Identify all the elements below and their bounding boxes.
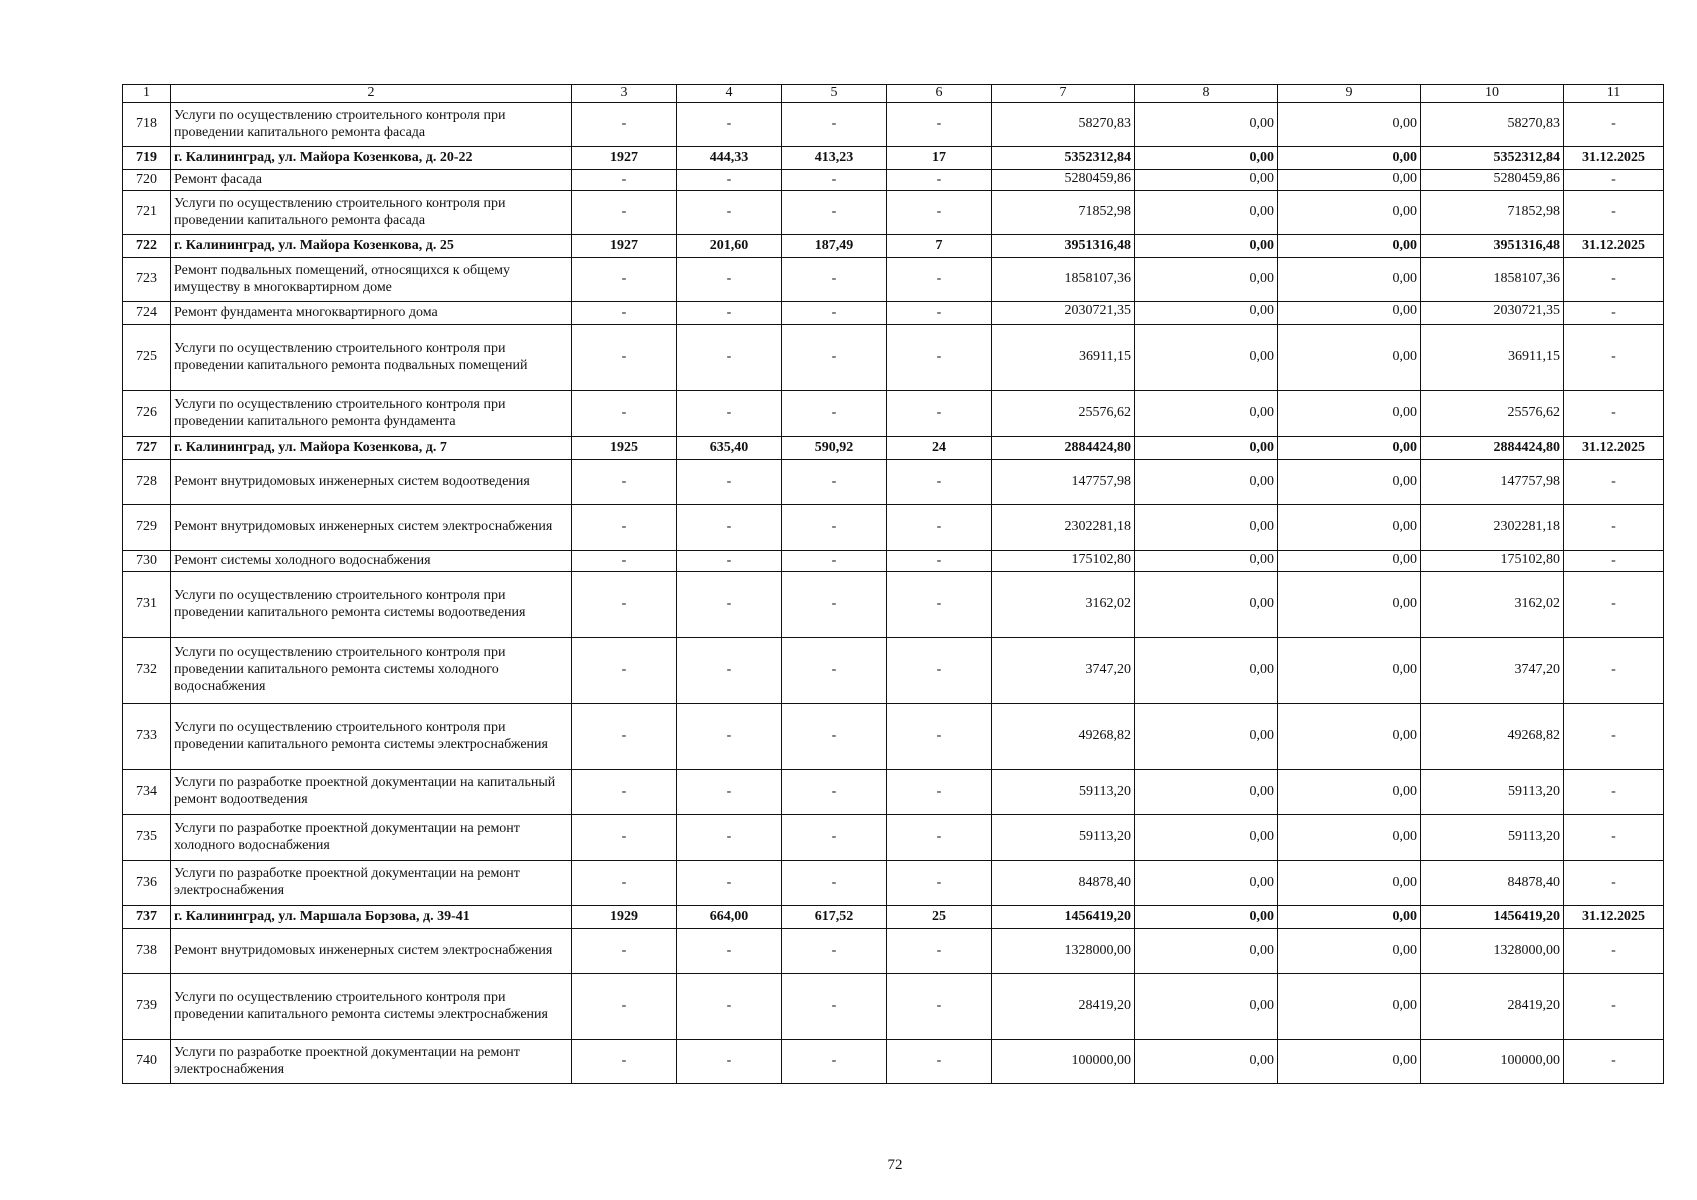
col6-cell: -: [887, 815, 992, 861]
table-row: [123, 235, 1664, 258]
table-row: [123, 861, 1664, 906]
col5-cell: -: [782, 770, 887, 815]
col8-cell: 0,00: [1135, 929, 1278, 974]
col7-cell: 59113,20: [992, 815, 1135, 861]
table-row: [123, 572, 1664, 638]
col9-cell: 0,00: [1278, 505, 1421, 551]
column-header: 4: [677, 85, 782, 103]
work-name-cell: Ремонт фасада: [171, 170, 572, 191]
col5-cell: -: [782, 974, 887, 1040]
col11-cell: -: [1564, 974, 1664, 1040]
work-name-cell: Ремонт внутридомовых инженерных систем электроснабжения: [171, 929, 572, 974]
col7-cell: 71852,98: [992, 191, 1135, 235]
col8-cell: 0,00: [1135, 551, 1278, 572]
col4-cell: 664,00: [677, 906, 782, 929]
column-header: 1: [123, 85, 171, 103]
col4-cell: -: [677, 572, 782, 638]
col6-cell: -: [887, 974, 992, 1040]
col6-cell: 24: [887, 437, 992, 460]
col8-cell: 0,00: [1135, 391, 1278, 437]
row-number-cell: 731: [123, 572, 171, 638]
row-number-cell: 720: [123, 170, 171, 191]
col5-cell: 187,49: [782, 235, 887, 258]
col3-cell: 1925: [572, 437, 677, 460]
col4-cell: -: [677, 861, 782, 906]
col6-cell: -: [887, 505, 992, 551]
column-header: 7: [992, 85, 1135, 103]
col7-cell: 175102,80: [992, 551, 1135, 572]
col9-cell: 0,00: [1278, 929, 1421, 974]
col11-cell: -: [1564, 704, 1664, 770]
col7-cell: 2302281,18: [992, 505, 1135, 551]
column-header: 2: [171, 85, 572, 103]
col7-cell: 2030721,35: [992, 302, 1135, 325]
col3-cell: -: [572, 704, 677, 770]
col10-cell: 3951316,48: [1421, 235, 1564, 258]
col11-cell: -: [1564, 302, 1664, 325]
col10-cell: 71852,98: [1421, 191, 1564, 235]
col7-cell: 100000,00: [992, 1040, 1135, 1084]
col3-cell: -: [572, 460, 677, 505]
col9-cell: 0,00: [1278, 638, 1421, 704]
col4-cell: -: [677, 302, 782, 325]
table-row: [123, 505, 1664, 551]
col3-cell: -: [572, 974, 677, 1040]
col5-cell: 590,92: [782, 437, 887, 460]
table-row: [123, 103, 1664, 147]
col4-cell: 444,33: [677, 147, 782, 170]
table-row: [123, 302, 1664, 325]
col3-cell: -: [572, 638, 677, 704]
col5-cell: -: [782, 929, 887, 974]
col8-cell: 0,00: [1135, 1040, 1278, 1084]
col6-cell: -: [887, 391, 992, 437]
col3-cell: 1927: [572, 147, 677, 170]
work-name-cell: г. Калининград, ул. Майора Козенкова, д. 25: [171, 235, 572, 258]
work-name-cell: Услуги по разработке проектной документации на капитальный ремонт водоотведения: [171, 770, 572, 815]
col9-cell: 0,00: [1278, 147, 1421, 170]
table-row: [123, 325, 1664, 391]
col3-cell: -: [572, 258, 677, 302]
col10-cell: 1456419,20: [1421, 906, 1564, 929]
table-row: [123, 551, 1664, 572]
col4-cell: -: [677, 770, 782, 815]
col5-cell: -: [782, 638, 887, 704]
col7-cell: 147757,98: [992, 460, 1135, 505]
col9-cell: 0,00: [1278, 437, 1421, 460]
table-body: [123, 103, 1664, 1084]
col10-cell: 1328000,00: [1421, 929, 1564, 974]
col4-cell: -: [677, 258, 782, 302]
col4-cell: -: [677, 191, 782, 235]
work-name-cell: Услуги по осуществлению строительного контроля при проведении капитального ремонта фасада: [171, 103, 572, 147]
work-name-cell: г. Калининград, ул. Майора Козенкова, д. 7: [171, 437, 572, 460]
col8-cell: 0,00: [1135, 572, 1278, 638]
col6-cell: -: [887, 704, 992, 770]
col10-cell: 58270,83: [1421, 103, 1564, 147]
col9-cell: 0,00: [1278, 191, 1421, 235]
page-number: 72: [887, 1157, 903, 1173]
col10-cell: 2884424,80: [1421, 437, 1564, 460]
col9-cell: 0,00: [1278, 235, 1421, 258]
col4-cell: -: [677, 103, 782, 147]
col8-cell: 0,00: [1135, 258, 1278, 302]
work-name-cell: Услуги по осуществлению строительного контроля при проведении капитального ремонта фасада: [171, 191, 572, 235]
col4-cell: -: [677, 551, 782, 572]
col10-cell: 59113,20: [1421, 815, 1564, 861]
col6-cell: 7: [887, 235, 992, 258]
table-row: [123, 770, 1664, 815]
work-name-cell: Ремонт фундамента многоквартирного дома: [171, 302, 572, 325]
row-number-cell: 728: [123, 460, 171, 505]
col11-cell: -: [1564, 815, 1664, 861]
work-name-cell: Услуги по осуществлению строительного контроля при проведении капитального ремонта системы электроснабжения: [171, 704, 572, 770]
col8-cell: 0,00: [1135, 906, 1278, 929]
col10-cell: 5352312,84: [1421, 147, 1564, 170]
table-row: [123, 1040, 1664, 1084]
col10-cell: 28419,20: [1421, 974, 1564, 1040]
col8-cell: 0,00: [1135, 325, 1278, 391]
work-name-cell: Услуги по разработке проектной документации на ремонт электроснабжения: [171, 1040, 572, 1084]
row-number-cell: 740: [123, 1040, 171, 1084]
table-row: [123, 437, 1664, 460]
col10-cell: 84878,40: [1421, 861, 1564, 906]
col7-cell: 84878,40: [992, 861, 1135, 906]
work-name-cell: Ремонт подвальных помещений, относящихся к общему имуществу в многоквартирном доме: [171, 258, 572, 302]
col8-cell: 0,00: [1135, 302, 1278, 325]
col5-cell: -: [782, 861, 887, 906]
col8-cell: 0,00: [1135, 861, 1278, 906]
work-name-cell: г. Калининград, ул. Маршала Борзова, д. 39-41: [171, 906, 572, 929]
column-header: 9: [1278, 85, 1421, 103]
col4-cell: -: [677, 1040, 782, 1084]
column-header: 10: [1421, 85, 1564, 103]
column-header: 8: [1135, 85, 1278, 103]
col9-cell: 0,00: [1278, 861, 1421, 906]
col8-cell: 0,00: [1135, 815, 1278, 861]
table-row: [123, 906, 1664, 929]
col4-cell: -: [677, 704, 782, 770]
table-row: [123, 460, 1664, 505]
col3-cell: -: [572, 170, 677, 191]
col3-cell: -: [572, 861, 677, 906]
col7-cell: 59113,20: [992, 770, 1135, 815]
col10-cell: 3162,02: [1421, 572, 1564, 638]
col6-cell: -: [887, 770, 992, 815]
col11-cell: 31.12.2025: [1564, 906, 1664, 929]
col10-cell: 3747,20: [1421, 638, 1564, 704]
col5-cell: -: [782, 572, 887, 638]
col11-cell: -: [1564, 929, 1664, 974]
col6-cell: -: [887, 103, 992, 147]
col7-cell: 28419,20: [992, 974, 1135, 1040]
col4-cell: -: [677, 505, 782, 551]
col7-cell: 49268,82: [992, 704, 1135, 770]
col8-cell: 0,00: [1135, 437, 1278, 460]
col3-cell: -: [572, 770, 677, 815]
col4-cell: 635,40: [677, 437, 782, 460]
col8-cell: 0,00: [1135, 191, 1278, 235]
col7-cell: 36911,15: [992, 325, 1135, 391]
column-header: 3: [572, 85, 677, 103]
work-name-cell: Услуги по осуществлению строительного контроля при проведении капитального ремонта системы электроснабжения: [171, 974, 572, 1040]
col9-cell: 0,00: [1278, 460, 1421, 505]
col5-cell: -: [782, 325, 887, 391]
col4-cell: -: [677, 638, 782, 704]
table-row: [123, 815, 1664, 861]
col9-cell: 0,00: [1278, 391, 1421, 437]
row-number-cell: 727: [123, 437, 171, 460]
row-number-cell: 730: [123, 551, 171, 572]
col3-cell: -: [572, 572, 677, 638]
column-header: 6: [887, 85, 992, 103]
col5-cell: -: [782, 170, 887, 191]
row-number-cell: 723: [123, 258, 171, 302]
col7-cell: 3162,02: [992, 572, 1135, 638]
col5-cell: 617,52: [782, 906, 887, 929]
col8-cell: 0,00: [1135, 170, 1278, 191]
table-row: [123, 191, 1664, 235]
col10-cell: 100000,00: [1421, 1040, 1564, 1084]
column-header: 11: [1564, 85, 1664, 103]
col9-cell: 0,00: [1278, 572, 1421, 638]
col8-cell: 0,00: [1135, 638, 1278, 704]
table-row: [123, 704, 1664, 770]
col4-cell: -: [677, 391, 782, 437]
col11-cell: -: [1564, 572, 1664, 638]
col11-cell: -: [1564, 170, 1664, 191]
col5-cell: -: [782, 103, 887, 147]
col4-cell: 201,60: [677, 235, 782, 258]
col3-cell: -: [572, 325, 677, 391]
col5-cell: -: [782, 551, 887, 572]
col10-cell: 5280459,86: [1421, 170, 1564, 191]
col3-cell: -: [572, 391, 677, 437]
col11-cell: 31.12.2025: [1564, 235, 1664, 258]
col9-cell: 0,00: [1278, 325, 1421, 391]
col11-cell: -: [1564, 638, 1664, 704]
work-name-cell: Ремонт внутридомовых инженерных систем электроснабжения: [171, 505, 572, 551]
col7-cell: 3951316,48: [992, 235, 1135, 258]
col5-cell: -: [782, 1040, 887, 1084]
col5-cell: -: [782, 258, 887, 302]
col9-cell: 0,00: [1278, 770, 1421, 815]
col3-cell: 1929: [572, 906, 677, 929]
work-name-cell: Услуги по разработке проектной документации на ремонт холодного водоснабжения: [171, 815, 572, 861]
col4-cell: -: [677, 974, 782, 1040]
col6-cell: -: [887, 1040, 992, 1084]
work-name-cell: Услуги по осуществлению строительного контроля при проведении капитального ремонта фундамента: [171, 391, 572, 437]
col11-cell: -: [1564, 551, 1664, 572]
col10-cell: 2030721,35: [1421, 302, 1564, 325]
row-number-cell: 726: [123, 391, 171, 437]
col10-cell: 59113,20: [1421, 770, 1564, 815]
col6-cell: -: [887, 861, 992, 906]
col5-cell: -: [782, 302, 887, 325]
col10-cell: 1858107,36: [1421, 258, 1564, 302]
col7-cell: 1328000,00: [992, 929, 1135, 974]
col5-cell: -: [782, 460, 887, 505]
col9-cell: 0,00: [1278, 1040, 1421, 1084]
col9-cell: 0,00: [1278, 302, 1421, 325]
col6-cell: 25: [887, 906, 992, 929]
table-row: [123, 638, 1664, 704]
row-number-cell: 724: [123, 302, 171, 325]
work-name-cell: Услуги по осуществлению строительного контроля при проведении капитального ремонта подвальных помещений: [171, 325, 572, 391]
col5-cell: -: [782, 704, 887, 770]
col6-cell: -: [887, 572, 992, 638]
col8-cell: 0,00: [1135, 770, 1278, 815]
col11-cell: 31.12.2025: [1564, 437, 1664, 460]
col6-cell: -: [887, 325, 992, 391]
col11-cell: -: [1564, 258, 1664, 302]
col6-cell: -: [887, 258, 992, 302]
col10-cell: 36911,15: [1421, 325, 1564, 391]
table-row: [123, 974, 1664, 1040]
col4-cell: -: [677, 929, 782, 974]
col8-cell: 0,00: [1135, 974, 1278, 1040]
col11-cell: -: [1564, 391, 1664, 437]
row-number-cell: 719: [123, 147, 171, 170]
work-name-cell: Ремонт внутридомовых инженерных систем водоотведения: [171, 460, 572, 505]
col8-cell: 0,00: [1135, 505, 1278, 551]
col3-cell: -: [572, 302, 677, 325]
col4-cell: -: [677, 815, 782, 861]
row-number-cell: 732: [123, 638, 171, 704]
col8-cell: 0,00: [1135, 460, 1278, 505]
row-number-cell: 729: [123, 505, 171, 551]
col11-cell: 31.12.2025: [1564, 147, 1664, 170]
col9-cell: 0,00: [1278, 815, 1421, 861]
row-number-cell: 722: [123, 235, 171, 258]
col6-cell: -: [887, 638, 992, 704]
row-number-cell: 718: [123, 103, 171, 147]
col7-cell: 58270,83: [992, 103, 1135, 147]
col6-cell: -: [887, 551, 992, 572]
col8-cell: 0,00: [1135, 147, 1278, 170]
col11-cell: -: [1564, 505, 1664, 551]
column-number-row: [123, 85, 1664, 103]
row-number-cell: 736: [123, 861, 171, 906]
col9-cell: 0,00: [1278, 103, 1421, 147]
work-name-cell: г. Калининград, ул. Майора Козенкова, д. 20-22: [171, 147, 572, 170]
col3-cell: -: [572, 103, 677, 147]
col4-cell: -: [677, 325, 782, 391]
col10-cell: 147757,98: [1421, 460, 1564, 505]
col6-cell: -: [887, 170, 992, 191]
table-row: [123, 258, 1664, 302]
work-name-cell: Услуги по разработке проектной документации на ремонт электроснабжения: [171, 861, 572, 906]
col7-cell: 5352312,84: [992, 147, 1135, 170]
column-header: 5: [782, 85, 887, 103]
table-row: [123, 391, 1664, 437]
table-row: [123, 929, 1664, 974]
col8-cell: 0,00: [1135, 235, 1278, 258]
col3-cell: 1927: [572, 235, 677, 258]
col7-cell: 3747,20: [992, 638, 1135, 704]
col10-cell: 49268,82: [1421, 704, 1564, 770]
row-number-cell: 721: [123, 191, 171, 235]
col9-cell: 0,00: [1278, 551, 1421, 572]
col5-cell: -: [782, 391, 887, 437]
col11-cell: -: [1564, 325, 1664, 391]
col7-cell: 5280459,86: [992, 170, 1135, 191]
col9-cell: 0,00: [1278, 170, 1421, 191]
col7-cell: 1858107,36: [992, 258, 1135, 302]
work-name-cell: Услуги по осуществлению строительного контроля при проведении капитального ремонта системы водоотведения: [171, 572, 572, 638]
row-number-cell: 739: [123, 974, 171, 1040]
col10-cell: 25576,62: [1421, 391, 1564, 437]
col11-cell: -: [1564, 191, 1664, 235]
col11-cell: -: [1564, 103, 1664, 147]
col9-cell: 0,00: [1278, 974, 1421, 1040]
table-row: [123, 170, 1664, 191]
col5-cell: -: [782, 505, 887, 551]
col4-cell: -: [677, 460, 782, 505]
col3-cell: -: [572, 815, 677, 861]
table-row: [123, 147, 1664, 170]
col11-cell: -: [1564, 1040, 1664, 1084]
work-name-cell: Услуги по осуществлению строительного контроля при проведении капитального ремонта системы холодного водоснабжения: [171, 638, 572, 704]
col11-cell: -: [1564, 861, 1664, 906]
col10-cell: 175102,80: [1421, 551, 1564, 572]
capital-repair-table: [122, 84, 1664, 1084]
col9-cell: 0,00: [1278, 906, 1421, 929]
row-number-cell: 725: [123, 325, 171, 391]
col6-cell: -: [887, 191, 992, 235]
col5-cell: -: [782, 815, 887, 861]
col3-cell: -: [572, 1040, 677, 1084]
col3-cell: -: [572, 191, 677, 235]
row-number-cell: 733: [123, 704, 171, 770]
col7-cell: 25576,62: [992, 391, 1135, 437]
row-number-cell: 737: [123, 906, 171, 929]
row-number-cell: 735: [123, 815, 171, 861]
col9-cell: 0,00: [1278, 258, 1421, 302]
col4-cell: -: [677, 170, 782, 191]
col6-cell: 17: [887, 147, 992, 170]
col7-cell: 2884424,80: [992, 437, 1135, 460]
col5-cell: 413,23: [782, 147, 887, 170]
col6-cell: -: [887, 302, 992, 325]
col9-cell: 0,00: [1278, 704, 1421, 770]
col6-cell: -: [887, 460, 992, 505]
col10-cell: 2302281,18: [1421, 505, 1564, 551]
col3-cell: -: [572, 929, 677, 974]
col6-cell: -: [887, 929, 992, 974]
col3-cell: -: [572, 505, 677, 551]
col8-cell: 0,00: [1135, 103, 1278, 147]
col5-cell: -: [782, 191, 887, 235]
col7-cell: 1456419,20: [992, 906, 1135, 929]
row-number-cell: 738: [123, 929, 171, 974]
col8-cell: 0,00: [1135, 704, 1278, 770]
row-number-cell: 734: [123, 770, 171, 815]
work-name-cell: Ремонт системы холодного водоснабжения: [171, 551, 572, 572]
col11-cell: -: [1564, 770, 1664, 815]
col3-cell: -: [572, 551, 677, 572]
col11-cell: -: [1564, 460, 1664, 505]
